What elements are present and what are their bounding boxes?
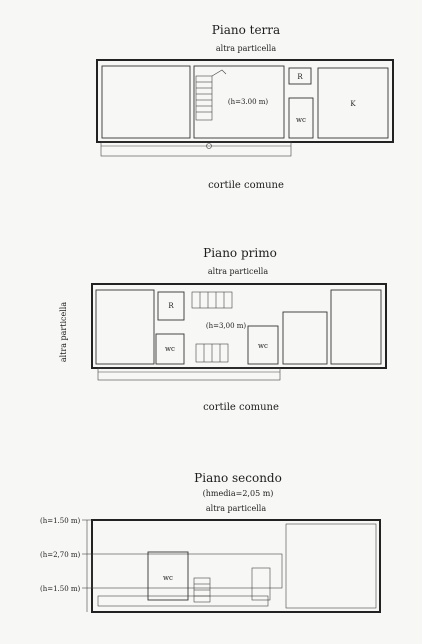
- first-room-wc-b-label: wc: [258, 342, 268, 350]
- first-room-center-right: [283, 312, 327, 364]
- second-height-mid: (h=2,70 m): [40, 551, 81, 559]
- second-floor-avg-height: (hmedia=2,05 m): [202, 489, 274, 498]
- second-room-right: [286, 524, 376, 608]
- first-room-right: [331, 290, 381, 364]
- first-front-strip: [98, 368, 280, 380]
- ground-room-r-label: R: [297, 73, 303, 81]
- first-room-left: [96, 290, 154, 364]
- first-floor-plan: [59, 246, 386, 413]
- ground-yard-label: cortile comune: [208, 180, 284, 191]
- first-floor-neighbor-side: altra particella: [59, 301, 68, 363]
- second-room-wc-label: wc: [163, 574, 173, 582]
- first-room-r-label: R: [168, 302, 174, 310]
- ground-floor-neighbor-label: altra particella: [215, 44, 277, 53]
- ground-room-wc-label: wc: [296, 116, 306, 124]
- ground-floor-plan: [97, 23, 393, 191]
- first-yard-label: cortile comune: [203, 402, 279, 413]
- second-floor-neighbor: altra particella: [205, 504, 267, 513]
- second-height-bot: (h=1.50 m): [40, 585, 81, 593]
- second-height-top: (h=1.50 m): [40, 517, 81, 525]
- ground-room-k-label: K: [350, 100, 356, 108]
- second-front-strip: [98, 596, 268, 606]
- second-ridge-band: [92, 554, 282, 588]
- second-floor-outline: [92, 520, 380, 612]
- first-room-wc-a-label: wc: [165, 345, 175, 353]
- ground-stairs-icon: [196, 70, 226, 120]
- second-floor-plan: [40, 471, 380, 612]
- first-floor-title: Piano primo: [203, 246, 277, 260]
- ground-front-strip: [101, 142, 291, 156]
- ground-room-left: [102, 66, 190, 138]
- ground-height-label: (h=3.00 m): [227, 98, 269, 106]
- second-room-small-right: [252, 568, 270, 600]
- second-floor-title: Piano secondo: [194, 471, 282, 485]
- second-stairs-icon: [194, 578, 210, 602]
- ground-floor-title: Piano terra: [211, 23, 281, 37]
- first-floor-neighbor-top: altra particella: [207, 267, 269, 276]
- first-height-label: (h=3,00 m): [205, 322, 247, 330]
